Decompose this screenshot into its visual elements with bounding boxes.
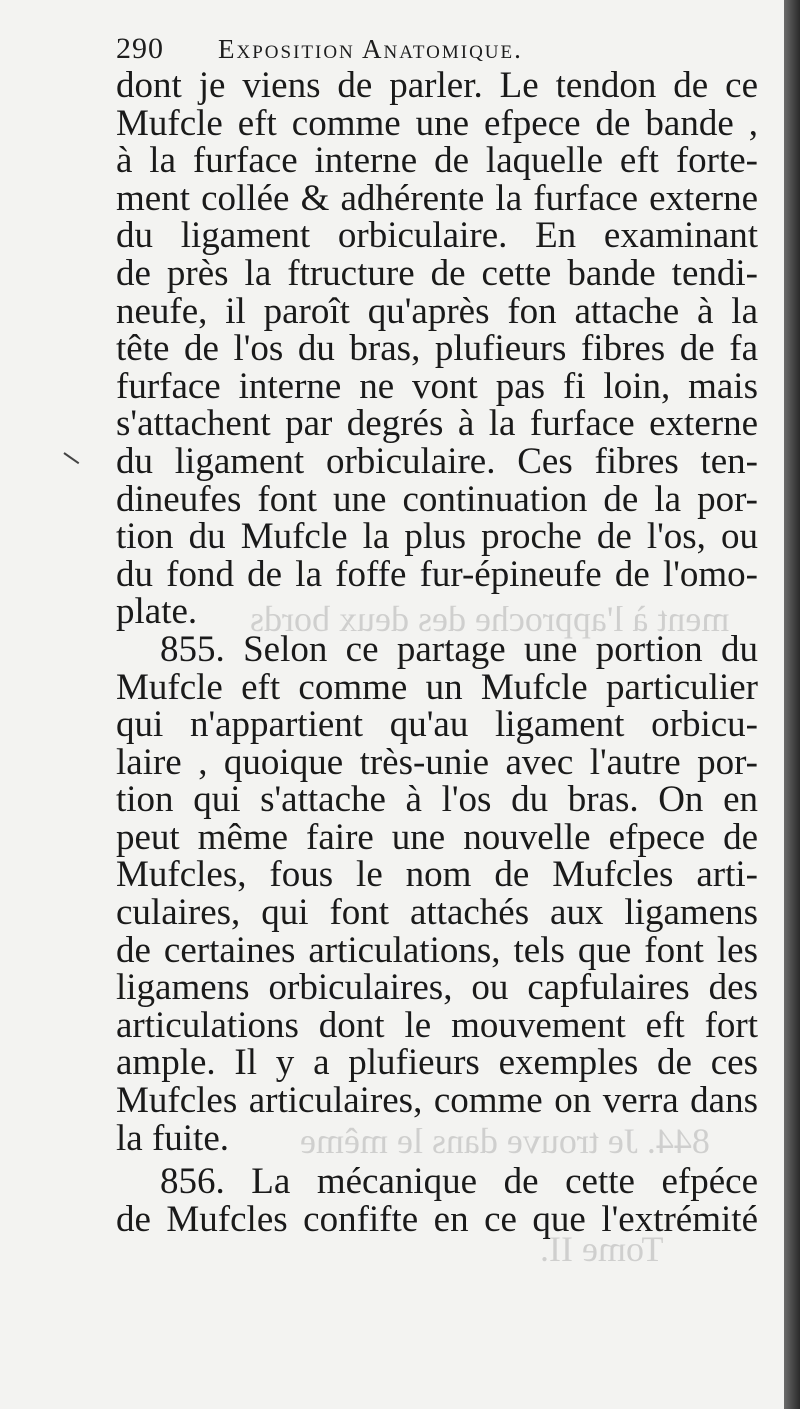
paragraph-855: [116, 628, 758, 1159]
text-line: Mufcle eft comme un Mufcle particulier: [116, 666, 758, 708]
text-line: peut même faire une nouvelle efpece de: [116, 816, 758, 858]
text-line: qui n'appartient qu'au ligament orbicu-: [116, 704, 758, 746]
body-text: [116, 67, 758, 1238]
margin-mark: [63, 452, 79, 464]
paragraph-856: [116, 1163, 758, 1238]
text-line: 855. Selon ce partage une portion du: [160, 628, 758, 670]
text-line: tion qui s'attache à l'os du bras. On en: [116, 779, 758, 821]
bleed-through-text: 844. Je trouve dans le même: [300, 1121, 710, 1161]
page-edge-shadow: [784, 0, 800, 1409]
text-line: tête de l'os du bras, plufieurs fibres de fa: [116, 328, 758, 370]
text-line: culaires, qui font attachés aux ligamens: [116, 892, 758, 934]
text-line: de près la ftructure de cette bande tendi-: [116, 252, 758, 294]
text-line: de certaines articulations, tels que font les: [116, 929, 758, 971]
text-line: plate.: [116, 591, 198, 633]
text-line: ment collée & adhérente la furface externe: [116, 177, 758, 219]
text-line: s'attachent par degrés à la furface externe: [116, 403, 758, 445]
page-number: 290: [116, 32, 164, 65]
running-title: Exposition Anatomique.: [218, 34, 523, 64]
text-line: neufe, il paroît qu'après fon attache à la: [116, 290, 758, 332]
text-line: du ligament orbiculaire. En examinant: [116, 215, 758, 257]
text-line: dont je viens de parler. Le tendon de ce: [116, 65, 758, 106]
text-line: 856. La mécanique de cette efpéce: [160, 1161, 758, 1203]
text-line: Mufcles, fous le nom de Mufcles arti-: [116, 854, 758, 896]
text-line: du fond de la foffe fur-épineufe de l'omo-: [116, 553, 758, 595]
text-line: de Mufcles confifte en ce que l'extrémité: [116, 1198, 758, 1240]
text-line: Mufcles articulaires, comme on verra dans: [116, 1080, 758, 1122]
text-line: articulations dont le mouvement eft fort: [116, 1004, 758, 1046]
bleed-through-text: Tome II.: [540, 1229, 664, 1269]
bleed-through-text: ment à l'approche des deux bords: [250, 599, 730, 639]
text-line: ligamens orbiculaires, ou capfulaires des: [116, 967, 758, 1009]
text-line: ample. Il y a plufieurs exemples de ces: [116, 1042, 758, 1084]
text-line: du ligament orbiculaire. Ces fibres ten-: [116, 440, 758, 482]
paragraph: [116, 67, 758, 631]
text-line: dineufes font une continuation de la por-: [116, 478, 758, 520]
text-line: Mufcle eft comme une efpece de bande ,: [116, 102, 758, 144]
text-line: tion du Mufcle la plus proche de l'os, ou: [116, 516, 758, 558]
text-line: furface interne ne vont pas fi loin, mais: [116, 365, 758, 407]
text-line: la fuite.: [116, 1117, 230, 1159]
text-line: laire , quoique très-unie avec l'autre por-: [116, 741, 758, 783]
text-line: à la furface interne de laquelle eft forte-: [116, 140, 758, 182]
